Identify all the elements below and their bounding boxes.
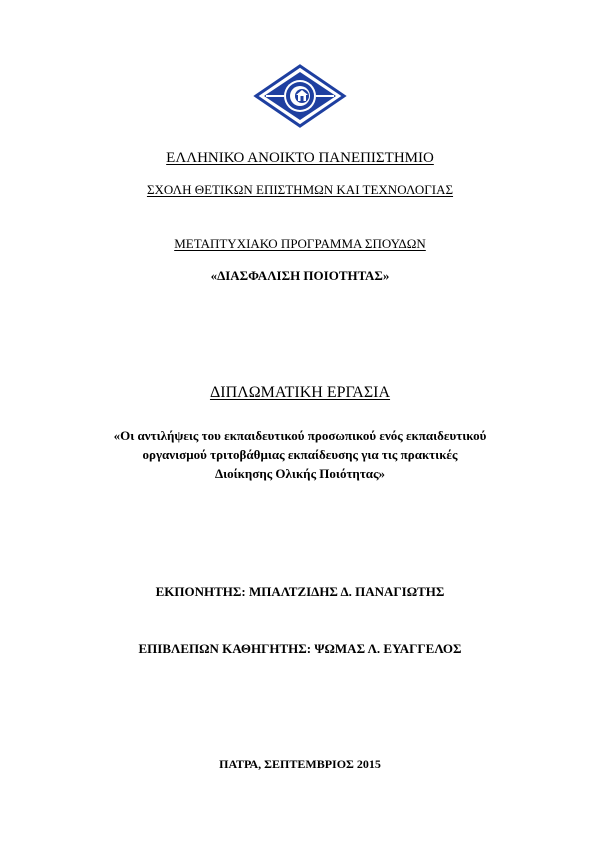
place-date: ΠΑΤΡΑ, ΣΕΠΤΕΜΒΡΙΟΣ 2015 — [219, 757, 381, 771]
thesis-type: ΔΙΠΛΩΜΑΤΙΚΗ ΕΡΓΑΣΙΑ — [209, 384, 391, 401]
thesis-title-line: οργανισμού τριτοβάθμιας εκπαίδευσης για τις πρακτικές — [142, 447, 458, 462]
thesis-title-line: «Οι αντιλήψεις του εκπαιδευτικού προσωπικού ενός εκπαιδευτικού — [113, 428, 487, 443]
author-line: ΕΚΠΟΝΗΤΗΣ: ΜΠΑΛΤΖΙΔΗΣ Δ. ΠΑΝΑΓΙΩΤΗΣ — [155, 584, 445, 599]
specialization-name: «ΔΙΑΣΦΑΛΙΣΗ ΠΟΙΟΤΗΤΑΣ» — [210, 268, 390, 283]
school-name: ΣΧΟΛΗ ΘΕΤΙΚΩΝ ΕΠΙΣΤΗΜΩΝ ΚΑΙ ΤΕΧΝΟΛΟΓΙΑΣ — [146, 182, 454, 197]
program-name: ΜΕΤΑΠΤΥΧΙΑΚΟ ΠΡΟΓΡΑΜΜΑ ΣΠΟΥΔΩΝ — [174, 236, 426, 251]
thesis-title-line: Διοίκησης Ολικής Ποιότητας» — [214, 466, 386, 481]
supervisor-line: ΕΠΙΒΛΕΠΩΝ ΚΑΘΗΓΗΤΗΣ: ΨΩΜΑΣ Λ. ΕΥΑΓΓΕΛΟΣ — [138, 641, 462, 656]
university-logo-icon — [252, 64, 348, 128]
university-name: ΕΛΛΗΝΙΚΟ ΑΝΟΙΚΤΟ ΠΑΝΕΠΙΣΤΗΜΙΟ — [166, 150, 434, 166]
